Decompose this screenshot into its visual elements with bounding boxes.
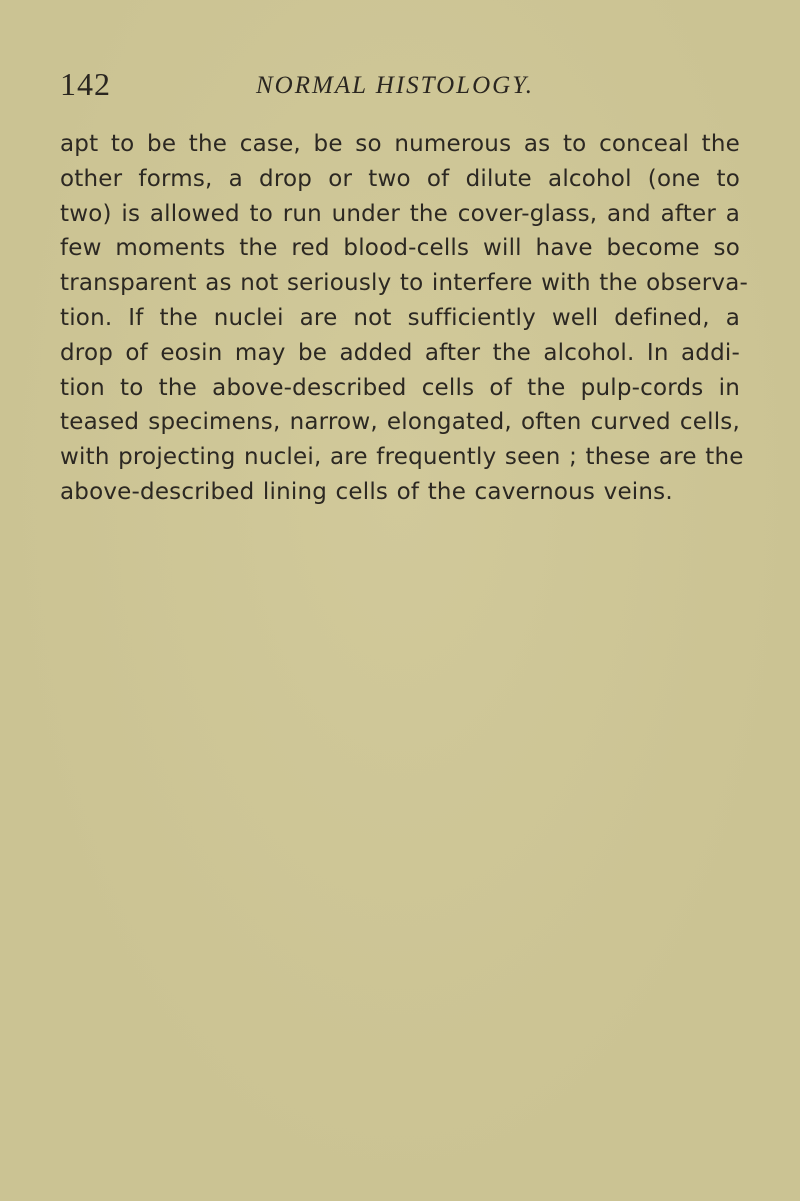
text-line: apt to be the case, be so numerous as to conceal the <box>60 131 740 157</box>
text-line: tion. If the nuclei are not sufficiently well defined, a <box>60 304 740 331</box>
text-line: teased specimens, narrow, elongated, often curved cells, <box>60 409 740 436</box>
text-line: other forms, a drop or two of dilute alcohol (one to <box>60 165 740 192</box>
text-line: above-described lining cells of the cavernous veins. <box>60 478 673 505</box>
text-line: drop of eosin may be added after the alcohol. In addi- <box>60 339 740 366</box>
running-title: NORMAL HISTOLOGY. <box>256 72 535 99</box>
text-line: few moments the red blood-cells will have become so <box>60 235 740 262</box>
page-number: 142 <box>60 66 111 102</box>
text-line: transparent as not seriously to interfere with the observa- <box>60 270 749 297</box>
body-paragraph <box>60 127 749 510</box>
running-head <box>60 64 740 104</box>
text-line: with projecting nuclei, are frequently seen ; these are the <box>60 444 744 471</box>
text-line: two) is allowed to run under the cover-glass, and after a <box>60 200 740 227</box>
text-line: tion to the above-described cells of the pulp-cords in <box>60 374 740 401</box>
